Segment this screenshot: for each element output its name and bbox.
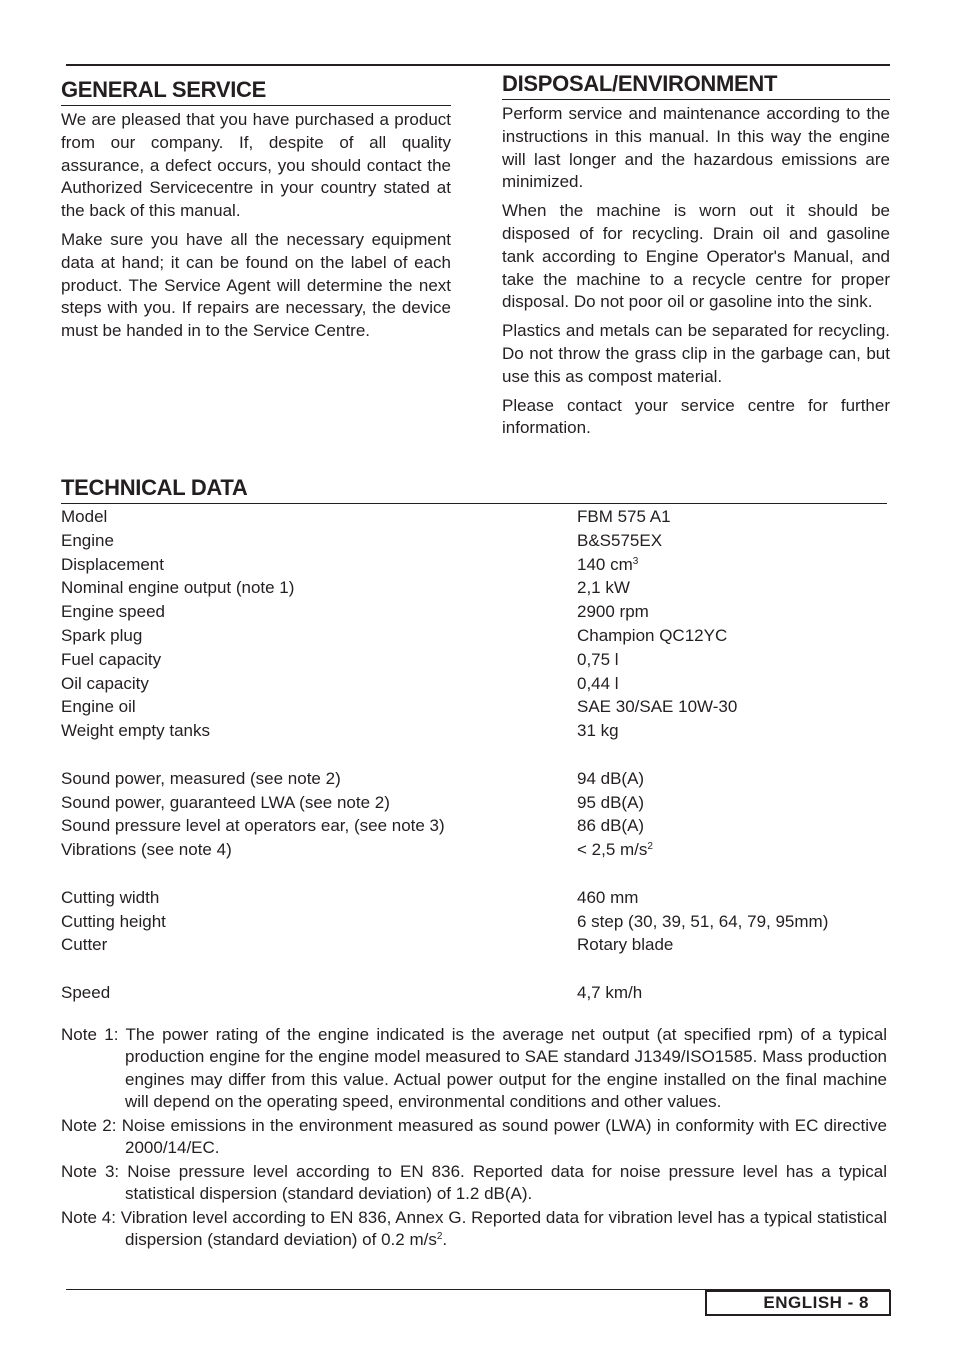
spec-row [61,910,887,934]
spec-row [61,981,887,1005]
note-item [61,1161,887,1206]
spec-value-cell [577,553,887,577]
spacer [61,862,887,886]
spec-value: Champion QC12YC [577,625,728,645]
general-service-section [61,76,451,349]
spec-row [61,505,887,529]
spec-label: Cutting width [61,887,160,907]
spec-value: 2,1 kW [577,578,630,598]
spec-row [61,767,887,791]
spec-row [61,695,887,719]
disposal-section [502,70,890,446]
note-text: Vibration level according to EN 836, Annex G. Reported data for vibration level has a typical statistical dispersion (standard deviation) of 0.2 m/s [120,1207,887,1250]
spec-value: 0,75 l [577,649,619,669]
disposal-paragraph: Please contact your service centre for further information. [502,395,890,438]
spec-label: Oil capacity [61,673,149,693]
spec-value: < 2,5 m/s [577,840,648,860]
superscript: 2 [647,841,653,853]
note-item [61,1207,887,1252]
general-service-paragraph: We are pleased that you have purchased a product from our company. If, despite of all quality assurance, a defect occurs, you should contact the Authorized Servicecentre in your country stated at the back of this manual. [61,110,451,221]
spec-row [61,529,887,553]
spec-label: Sound power, measured (see note 2) [61,768,341,788]
disposal-paragraph: Perform service and maintenance according to the instructions in this manual. In this way the engine will last longer and the hazardous emissions are minimized. [502,104,890,192]
note-text: Noise pressure level according to EN 836. Reported data for noise pressure level has a typical statistical dispersion (standard deviation) of 1.2 dB(A). [125,1161,887,1204]
technical-data-heading: TECHNICAL DATA [61,474,887,504]
spec-row [61,933,887,957]
note-text: The power rating of the engine indicated is the average net output (at specified rpm) of a typical production engine for the engine model measured to SAE standard J1349/ISO1585. Mass production engines may differ from this value. Actual power output for the engine installed on the final machine will depend on the operating speed, environmental conditions and other values. [125,1025,887,1111]
spec-value: 31 kg [577,721,619,741]
spec-label: Engine speed [61,602,165,622]
page-footer [705,1290,891,1316]
spec-value: FBM 575 A1 [577,507,671,526]
spacer [61,957,887,981]
spec-value: 4,7 km/h [577,982,643,1002]
spec-value: Rotary blade [577,935,674,955]
spec-value: 6 step (30, 39, 51, 64, 79, 95mm) [577,911,829,931]
spec-table [61,505,887,1005]
technical-data-section [61,474,887,1005]
spec-row [61,719,887,743]
spec-label: Speed [61,982,111,1002]
spec-value: SAE 30/SAE 10W-30 [577,697,738,717]
note-item [61,1115,887,1160]
spec-label: Cutter [61,935,108,955]
spec-label: Weight empty tanks [61,721,210,741]
spec-row [61,814,887,838]
spec-value: 140 cm [577,554,633,574]
spec-row [61,886,887,910]
spec-row [61,791,887,815]
note-prefix: Note 3: [61,1161,120,1181]
page-number-label: ENGLISH - 8 [763,1293,869,1312]
general-service-paragraph: Make sure you have all the necessary equipment data at hand; it can be found on the label of each product. The Service Agent will determine the next steps with you. If repairs are necessary, the device must be handed in to the Service Centre. [61,229,451,341]
general-service-heading: GENERAL SERVICE [61,76,451,106]
spec-row [61,624,887,648]
disposal-paragraph: Plastics and metals can be separated for recycling. Do not throw the grass clip in the garbage can, but use this as compost material. [502,321,890,386]
spec-row [61,648,887,672]
note-prefix: Note 1: [61,1025,119,1044]
note-text: Noise emissions in the environment measured as sound power (LWA) in conformity with EC directive 2000/14/EC. [121,1115,887,1157]
spec-row [61,600,887,624]
superscript: 2 [436,1231,443,1243]
spec-label: Nominal engine output (note 1) [61,578,295,598]
note-prefix: Note 2: [61,1115,117,1135]
disposal-paragraph: When the machine is worn out it should be disposed of for recycling. Drain oil and gasoline tank according to Engine Operator's Manual, and take the machine to a recycle centre for proper disposal. Do not poor oil or gasoline into the sink. [502,201,890,312]
spec-label: Sound pressure level at operators ear, (see note 3) [61,816,445,836]
spec-label: Sound power, guaranteed LWA (see note 2) [61,792,390,812]
spec-label: Engine [61,530,114,550]
spec-label: Engine oil [61,697,136,717]
note-item [61,1024,887,1113]
note-prefix: Note 4: [61,1207,116,1227]
spec-value: 94 dB(A) [577,768,645,788]
spec-label: Vibrations (see note 4) [61,840,232,860]
spec-value: 2900 rpm [577,602,649,622]
spec-label: Model [61,507,108,526]
spec-value: B&S575EX [577,530,663,550]
notes-section [61,1024,887,1253]
top-rule [66,64,890,66]
disposal-heading: DISPOSAL/ENVIRONMENT [502,70,890,100]
spec-label: Fuel capacity [61,649,162,669]
spec-value: 460 mm [577,887,639,907]
spec-value-cell [577,838,887,862]
spec-row [61,672,887,696]
spec-label: Spark plug [61,625,143,645]
note-suffix: . [442,1230,448,1250]
spec-value: 95 dB(A) [577,792,645,812]
spacer [61,743,887,767]
superscript: 3 [632,555,639,567]
spec-row [61,838,887,862]
spec-label: Displacement [61,554,164,574]
spec-value: 86 dB(A) [577,816,645,836]
spec-row [61,576,887,600]
spec-value: 0,44 l [577,673,619,693]
spec-row [61,553,887,577]
spec-label: Cutting height [61,911,166,931]
